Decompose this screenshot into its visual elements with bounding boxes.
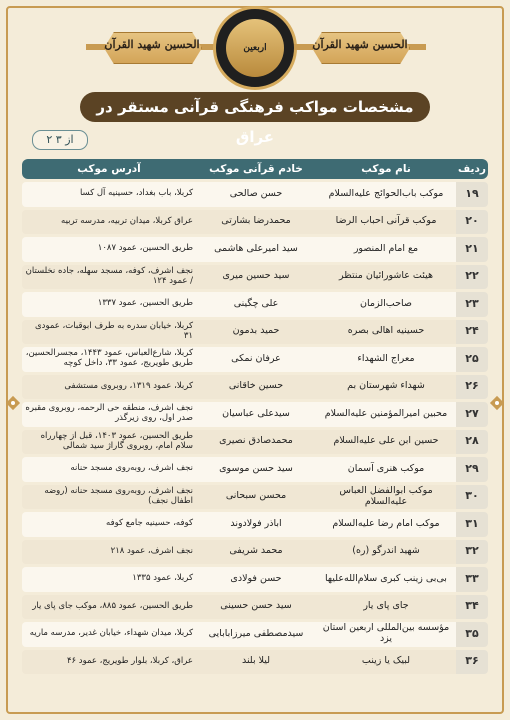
row-index: ۲۵: [456, 347, 488, 372]
row-address: عراق کربلا، میدان تربیه، مدرسه تربیه: [22, 210, 196, 235]
row-servant: سید امیرعلی هاشمی: [196, 237, 316, 262]
side-ornament-icon: [490, 396, 504, 410]
table-row: [22, 485, 488, 510]
header-name: نام موکب: [316, 159, 456, 179]
logo-text: اربعین: [243, 43, 267, 53]
row-name: حسین ابن علی علیه‌السلام: [316, 430, 456, 455]
header: [0, 0, 510, 90]
row-name: موکب قرآنی احباب الرضا: [316, 210, 456, 235]
table-body: [22, 182, 488, 674]
row-name: حسینیه اهالی بصره: [316, 320, 456, 345]
row-address: نجف اشرف، کوفه، مسجد سهله، جاده نخلستان / عمود ۱۲۴: [22, 265, 196, 290]
table-row: [22, 210, 488, 235]
row-address: کوفه، حسینیه جامع کوفه: [22, 512, 196, 537]
row-servant: حسن صالحی: [196, 182, 316, 207]
mawakib-table: [22, 156, 488, 677]
row-name: محبین امیرالمؤمنین علیه‌السلام: [316, 402, 456, 427]
logo: [213, 6, 297, 90]
row-index: ۲۰: [456, 210, 488, 235]
table-row: [22, 567, 488, 592]
row-name: جای پای یار: [316, 595, 456, 620]
table-row: [22, 292, 488, 317]
row-name: بی‌بی زینب کبری سلام‌الله‌علیها: [316, 567, 456, 592]
row-servant: سید حسن حسینی: [196, 595, 316, 620]
row-name: مؤسسه بین‌المللی اربعین استان یزد: [316, 622, 456, 647]
table-row: [22, 182, 488, 207]
table-row: [22, 402, 488, 427]
row-servant: اباذر فولادوند: [196, 512, 316, 537]
row-name: موکب باب‌الحوائج علیه‌السلام: [316, 182, 456, 207]
side-ornament-icon: [6, 396, 20, 410]
table-row: [22, 650, 488, 675]
row-index: ۲۲: [456, 265, 488, 290]
row-name: موکب امام رضا علیه‌السلام: [316, 512, 456, 537]
row-name: موکب هنری آسمان: [316, 457, 456, 482]
table-row: [22, 622, 488, 647]
table-row: [22, 430, 488, 455]
row-address: کربلا، عمود ۱۳۱۹، روبروی مستشفی: [22, 375, 196, 400]
row-index: ۳۲: [456, 540, 488, 565]
table-row: [22, 237, 488, 262]
table-row: [22, 347, 488, 372]
page-indicator: ۲ از ۳: [32, 130, 88, 150]
row-address: نجف اشرف، عمود ۲۱۸: [22, 540, 196, 565]
row-servant: حسن فولادی: [196, 567, 316, 592]
row-address: نجف اشرف، روبه‌روی مسجد حنانه (روضه اطفال نجف): [22, 485, 196, 510]
row-index: ۳۶: [456, 650, 488, 675]
row-index: ۲۹: [456, 457, 488, 482]
row-address: نجف اشرف، منطقه حی الرحمه، روبروی مقبره صدر اول، روی زیرگذر: [22, 402, 196, 427]
row-name: هیئت عاشورائیان منتظر: [316, 265, 456, 290]
table-row: [22, 540, 488, 565]
row-servant: علی چگینی: [196, 292, 316, 317]
row-servant: حمید بدمون: [196, 320, 316, 345]
row-index: ۲۷: [456, 402, 488, 427]
row-index: ۳۱: [456, 512, 488, 537]
row-address: کربلا، عمود ۱۳۳۵: [22, 567, 196, 592]
table-row: [22, 457, 488, 482]
row-index: ۲۳: [456, 292, 488, 317]
row-servant: حسین خاقانی: [196, 375, 316, 400]
row-name: مع امام المنصور: [316, 237, 456, 262]
header-address: آدرس موکب: [22, 159, 196, 179]
page-title: مشخصات مواکب فرهنگی قرآنی مستقر در عراق: [80, 92, 430, 122]
table-row: [22, 512, 488, 537]
row-address: طریق الحسین، عمود ۸۸۵، موکب جای پای یار: [22, 595, 196, 620]
right-badge: [300, 28, 420, 66]
row-servant: محسن سبحانی: [196, 485, 316, 510]
row-index: ۲۸: [456, 430, 488, 455]
row-servant: عرفان نمکی: [196, 347, 316, 372]
row-name: شهید اندرگو (ره): [316, 540, 456, 565]
row-index: ۳۳: [456, 567, 488, 592]
table-row: [22, 375, 488, 400]
row-address: طریق الحسین، عمود ۱۳۳۷: [22, 292, 196, 317]
table-row: [22, 265, 488, 290]
row-name: لبیک یا زینب: [316, 650, 456, 675]
row-address: طریق الحسین، عمود ۱۰۸۷: [22, 237, 196, 262]
badge-text: الحسین شهید القرآن: [104, 38, 200, 51]
row-index: ۳۴: [456, 595, 488, 620]
row-index: ۳۵: [456, 622, 488, 647]
row-address: عراق، کربلا، بلوار طویریج، عمود ۴۶: [22, 650, 196, 675]
table-row: [22, 595, 488, 620]
row-name: صاحب‌الزمان: [316, 292, 456, 317]
row-name: موکب ابوالفضل العباس علیه‌السلام: [316, 485, 456, 510]
row-address: کربلا، میدان شهداء، خیابان غدیر، مدرسه ماریه: [22, 622, 196, 647]
header-index: ردیف: [456, 159, 488, 179]
row-name: معراج الشهداء: [316, 347, 456, 372]
table-row: [22, 320, 488, 345]
logo-emblem: [226, 19, 284, 77]
row-address: طریق الحسین، عمود ۱۴۰۳، قبل از چهارراه سلام امام، روبروی گاراژ سید شمالی: [22, 430, 196, 455]
left-badge: [92, 28, 212, 66]
row-servant: محمد شریفی: [196, 540, 316, 565]
row-address: نجف اشرف، روبه‌روی مسجد حنانه: [22, 457, 196, 482]
row-servant: سیدمصطفی میرزابابایی: [196, 622, 316, 647]
row-servant: سیدعلی عباسیان: [196, 402, 316, 427]
row-index: ۳۰: [456, 485, 488, 510]
row-servant: سید حسن موسوی: [196, 457, 316, 482]
row-index: ۲۱: [456, 237, 488, 262]
row-index: ۱۹: [456, 182, 488, 207]
row-servant: لیلا بلند: [196, 650, 316, 675]
badge-text: الحسین شهید القرآن: [312, 38, 408, 51]
row-address: کربلا، شارع‌العباس، عمود ۱۴۴۳، مجسرالحسین، طریق طویریج، عمود ۳۳، داخل کوچه: [22, 347, 196, 372]
row-index: ۲۴: [456, 320, 488, 345]
row-index: ۲۶: [456, 375, 488, 400]
header-servant: خادم قرآنی موکب: [196, 159, 316, 179]
row-servant: محمدرضا بشارتی: [196, 210, 316, 235]
table-header-row: [22, 159, 488, 179]
row-servant: سید حسین میری: [196, 265, 316, 290]
row-name: شهداء شهرستان بم: [316, 375, 456, 400]
row-servant: محمدصادق نصیری: [196, 430, 316, 455]
row-address: کربلا، باب بغداد، حسینیه آل کسا: [22, 182, 196, 207]
row-address: کربلا، خیابان سدره به طرف ابوقبات، عمودی ۳۱: [22, 320, 196, 345]
